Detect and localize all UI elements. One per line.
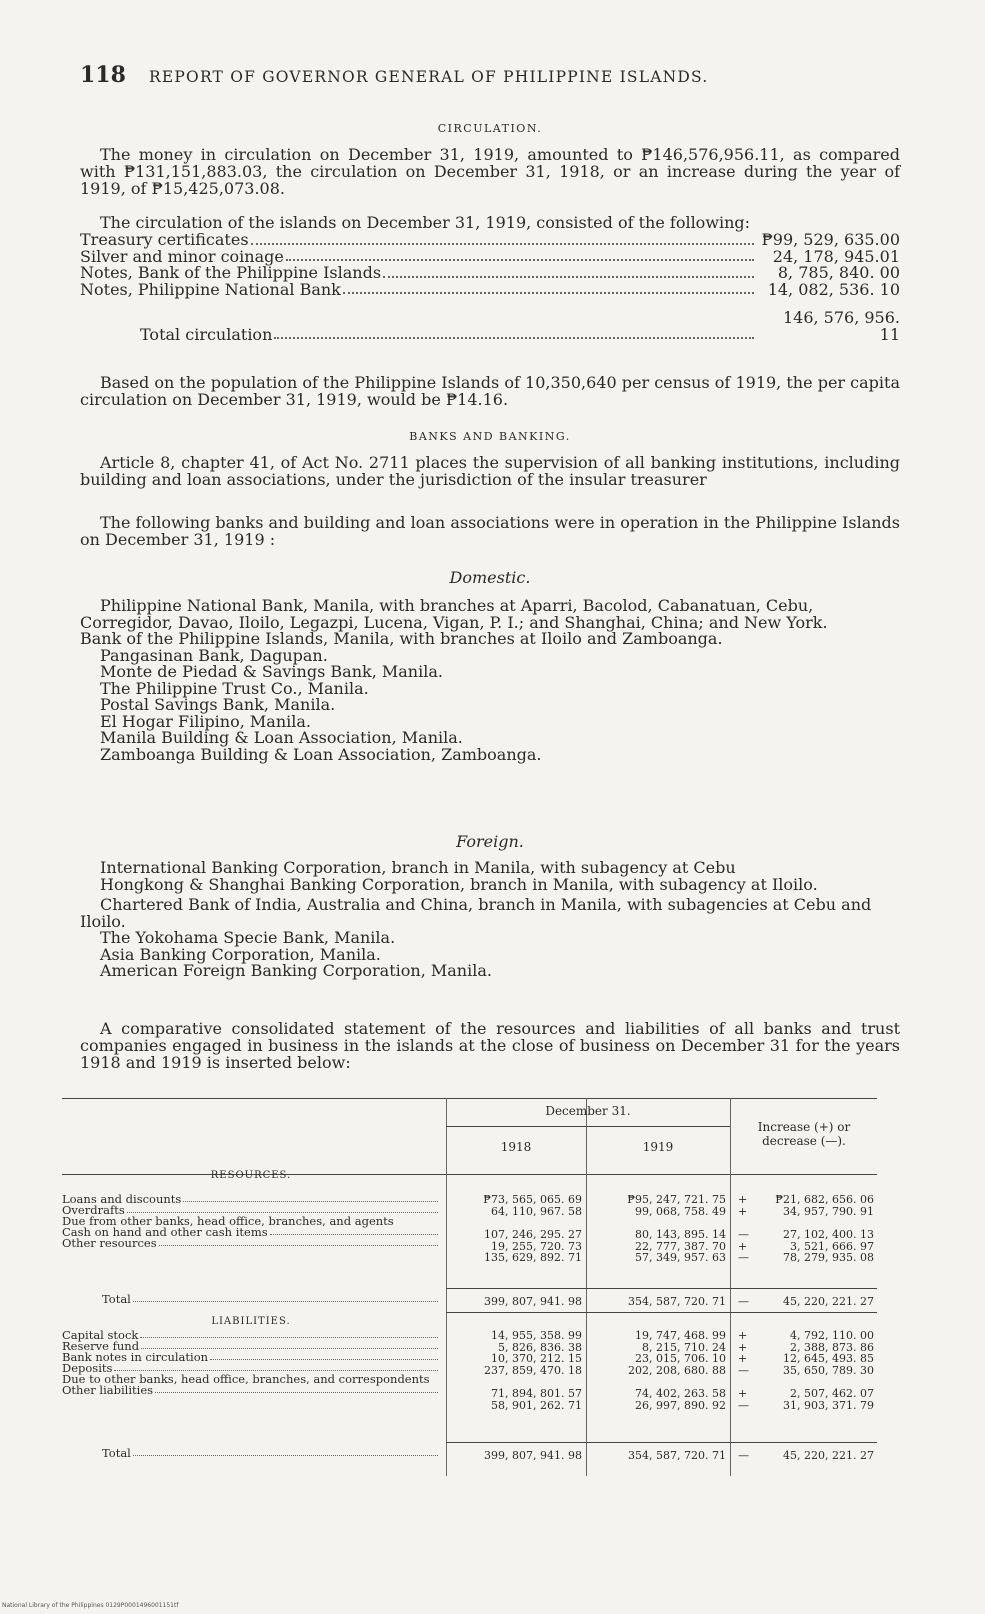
resources-heading: RESOURCES. [210, 1170, 292, 1181]
table-cell: 14, 955, 358. 99 [491, 1329, 582, 1342]
bank-item: Philippine National Bank, Manila, with branches at Aparri, Bacolod, Cabanatuan, Cebu, Corregidor, Davao, Iloilo, Legazpi, Lucena, Vigan, P. I.; and Shanghai, China; and New York. [80, 596, 828, 632]
comparative-statement-table [62, 1090, 877, 1490]
circulation-total: Total circulation 146, 576, 956. 11 [140, 308, 900, 344]
table-cell: 5, 826, 836. 38 [498, 1340, 582, 1354]
table-cell: ₱95, 247, 721. 75 [627, 1193, 726, 1206]
table-cell: 237, 859, 470. 18 [484, 1363, 582, 1377]
column-1919-resources [592, 1194, 726, 1264]
table-cell: 19, 747, 468. 99 [635, 1329, 726, 1342]
table-cell: ₱73, 565, 065. 69 [483, 1193, 582, 1206]
liabilities-total-label: Total [62, 1448, 440, 1459]
bank-item: Manila Building & Loan Association, Manila. [100, 728, 463, 747]
table-cell: 64, 110, 967. 58 [491, 1204, 582, 1218]
scan-footer: National Library of the Philippines 0129P0001496001151tf [2, 1602, 179, 1609]
table-cell: 57, 349, 957. 63 [635, 1251, 726, 1264]
bank-item: Hongkong & Shanghai Banking Corporation, branch in Manila, with subagency at Iloilo. [100, 874, 818, 894]
change-sign: — [738, 1363, 749, 1377]
bank-item: American Foreign Banking Corporation, Manila. [100, 961, 492, 980]
table-cell: 202, 208, 680. 88 [628, 1363, 726, 1377]
banks-paragraph-2: The following banks and building and loan associations were in operation in the Philippine Islands on December 31, 1919 : [80, 513, 900, 549]
change-sign: — [738, 1251, 749, 1264]
circulation-item: Notes, Philippine National Bank 14, 082, 536. 10 [80, 279, 900, 299]
table-cell: 2, 388, 873. 86 [790, 1340, 874, 1354]
table-cell: 78, 279, 935. 08 [783, 1251, 874, 1264]
row-label: Capital stock [62, 1328, 139, 1342]
change-header: Increase (+) or decrease (—). [757, 1120, 851, 1148]
change-sign: + [738, 1204, 748, 1218]
resources-labels [62, 1194, 440, 1249]
bank-item: Monte de Piedad & Savings Bank, Manila. [100, 662, 443, 681]
table-cell: 80, 143, 895. 14 [635, 1228, 726, 1241]
change-sign: + [738, 1239, 748, 1253]
report-title: REPORT OF GOVERNOR GENERAL OF PHILIPPINE ISLANDS. [149, 68, 709, 86]
table-cell: 35, 650, 789. 30 [783, 1363, 874, 1377]
bank-item: The Yokohama Specie Bank, Manila. [100, 928, 396, 947]
table-cell: 8, 215, 710. 24 [642, 1340, 726, 1354]
year-1918-header: 1918 [500, 1140, 532, 1154]
bank-item: Chartered Bank of India, Australia and China, branch in Manila, with subagencies at Cebu and Iloilo. [80, 895, 872, 931]
table-cell: 19, 255, 720. 73 [491, 1239, 582, 1253]
circulation-paragraph-1: The money in circulation on December 31, 1919, amounted to ₱146,576,956.11, as compared with ₱131,151,883.03, the circulation on December 31, 1918, or an increase during the year of 1919, of ₱15,425,073.08. [80, 145, 900, 198]
column-change-liabilities [738, 1330, 874, 1411]
domestic-heading: Domestic. [449, 568, 531, 587]
column-1918-liabilities [452, 1330, 582, 1411]
banks-heading: BANKS AND BANKING. [409, 430, 571, 443]
bank-item: Postal Savings Bank, Manila. [100, 695, 336, 714]
table-cell: 99, 068, 758. 49 [635, 1204, 726, 1218]
row-label: Deposits [62, 1361, 113, 1375]
table-cell: 12, 645, 493. 85 [783, 1352, 874, 1365]
resources-total-1918: 399, 807, 941. 98 [484, 1295, 582, 1308]
circulation-item: Treasury certificates ₱99, 529, 635.00 [80, 230, 900, 249]
bank-item: International Banking Corporation, branch in Manila, with subagency at Cebu [100, 858, 736, 877]
table-cell: 107, 246, 295. 27 [484, 1228, 582, 1241]
table-cell: 23, 015, 706. 10 [635, 1352, 726, 1365]
liabilities-total-1918: 399, 807, 941. 98 [484, 1449, 582, 1462]
table-cell: 26, 997, 890. 92 [635, 1398, 726, 1412]
bank-item: Pangasinan Bank, Dagupan. [100, 645, 328, 665]
column-1918-resources [452, 1194, 582, 1264]
column-1919-liabilities [592, 1330, 726, 1411]
bank-item: Asia Banking Corporation, Manila. [100, 944, 381, 964]
domestic-bank-list [80, 598, 900, 763]
row-label: Reserve fund [62, 1339, 140, 1353]
row-label: Overdrafts [62, 1203, 125, 1217]
bank-item: The Philippine Trust Co., Manila. [100, 678, 369, 698]
change-sign: + [738, 1329, 748, 1342]
circulation-item: Silver and minor coinage 24, 178, 945.01 [80, 246, 900, 266]
circulation-heading: CIRCULATION. [437, 122, 543, 135]
foreign-bank-list [80, 860, 900, 980]
table-cell: 31, 903, 371. 79 [783, 1398, 874, 1412]
row-label: Other resources [62, 1236, 157, 1250]
change-sign: + [738, 1193, 748, 1206]
table-cell: 27, 102, 400. 13 [783, 1228, 874, 1241]
table-cell: 22, 777, 387. 70 [635, 1239, 726, 1253]
change-sign: — [738, 1398, 749, 1412]
year-1919-header: 1919 [642, 1140, 674, 1154]
circulation-item: Notes, Bank of the Philippine Islands 8, 785, 840. 00 [80, 263, 900, 282]
liabilities-heading: LIABILITIES. [211, 1316, 291, 1327]
change-sign: + [738, 1387, 748, 1400]
change-sign: — [738, 1228, 749, 1241]
bank-item: Zamboanga Building & Loan Association, Zamboanga. [100, 744, 542, 764]
table-cell: 74, 402, 263. 58 [635, 1387, 726, 1400]
table-cell: 34, 957, 790. 91 [783, 1204, 874, 1218]
bank-item: El Hogar Filipino, Manila. [100, 711, 311, 731]
table-cell: 3, 521, 666. 97 [790, 1239, 874, 1253]
liabilities-labels [62, 1330, 440, 1396]
resources-total-1919: 354, 587, 720. 71 [628, 1295, 726, 1308]
column-change-resources [738, 1194, 874, 1264]
row-label: Loans and discounts [62, 1192, 182, 1206]
banks-paragraph-1: Article 8, chapter 41, of Act No. 2711 places the supervision of all banking institutions, including building and loan associations, under the jurisdiction of the insular treasurer [80, 453, 900, 489]
row-label: Due from other banks, head office, branches, and agents [62, 1214, 394, 1228]
row-label: Bank notes in circulation [62, 1350, 209, 1364]
row-label: Cash on hand and other cash items [62, 1225, 268, 1239]
banks-paragraph-3: A comparative consolidated statement of the resources and liabilities of all banks and trust companies engaged in business in the islands at the close of business on December 31 for the years 1918 and 1919 is inserted below: [80, 1019, 900, 1072]
table-cell: ₱21, 682, 656. 06 [775, 1193, 874, 1206]
table-cell: 10, 370, 212. 15 [491, 1352, 582, 1365]
page-number: 118 [80, 62, 126, 88]
foreign-heading: Foreign. [456, 832, 524, 851]
circulation-paragraph-3: Based on the population of the Philippine Islands of 10,350,640 per census of 1919, the per capita circulation on December 31, 1919, would be ₱14.16. [80, 373, 900, 409]
resources-total-label: Total [62, 1294, 440, 1305]
table-cell: 135, 629, 892. 71 [484, 1251, 582, 1264]
row-label: Other liabilities [62, 1383, 154, 1397]
change-sign: + [738, 1340, 748, 1354]
page-header [80, 62, 870, 88]
liabilities-total-1919: 354, 587, 720. 71 [628, 1449, 726, 1462]
table-cell: 4, 792, 110. 00 [790, 1329, 874, 1342]
table-cell: 71, 894, 801. 57 [491, 1387, 582, 1400]
table-cell: 58, 901, 262. 71 [491, 1398, 582, 1412]
bank-item: Bank of the Philippine Islands, Manila, with branches at Iloilo and Zamboanga. [80, 629, 723, 648]
circulation-paragraph-2: The circulation of the islands on December 31, 1919, consisted of the following: [100, 213, 751, 232]
row-label: Due to other banks, head office, branches, and correspondents [62, 1372, 430, 1386]
circulation-list [80, 232, 900, 343]
december-31-header: December 31. [545, 1104, 631, 1118]
table-cell: 2, 507, 462. 07 [790, 1387, 874, 1400]
change-sign: + [738, 1352, 748, 1365]
resources-total-change: — 45, 220, 221. 27 [738, 1295, 874, 1308]
liabilities-total-change: — 45, 220, 221. 27 [738, 1449, 874, 1462]
table-rule [62, 1098, 877, 1099]
